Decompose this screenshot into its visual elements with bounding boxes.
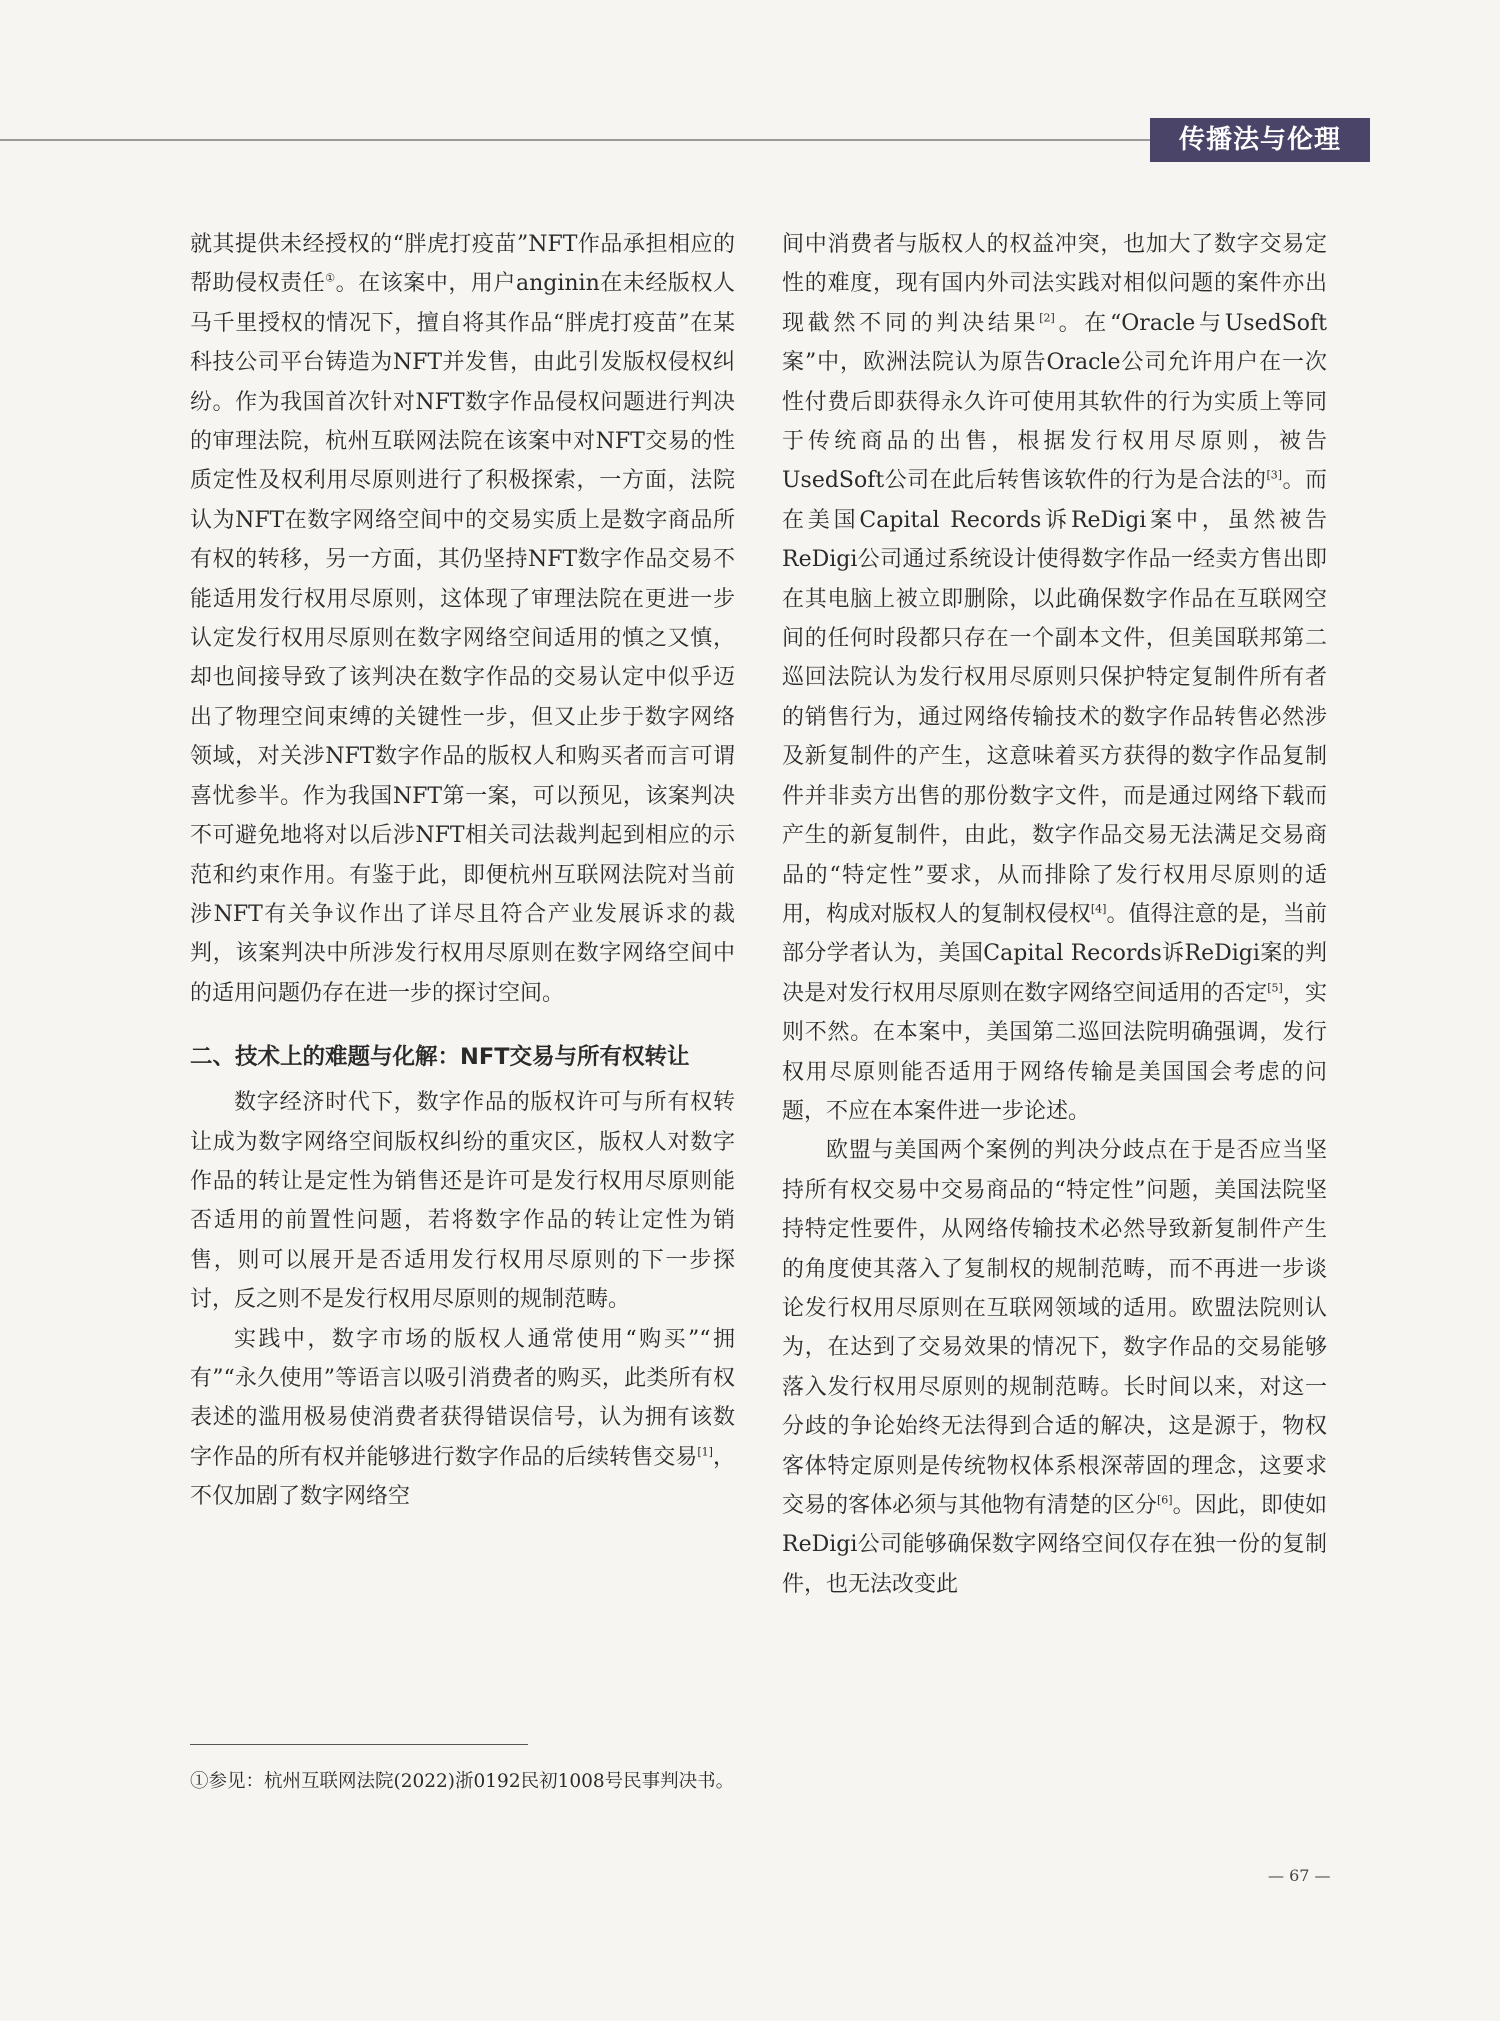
text-run: 。在“Oracle与UsedSoft案”中，欧洲法院认为原告Oracle公司允许用户在一次性付费后即获得永久许可使用其软件的行为实质上等同于传统商品的出售，根据发行权用尽原则，被告UsedSoft公司在此后转售该软件的行为是合法的 <box>782 310 1327 494</box>
footnote: ①参见：杭州互联网法院(2022)浙0192民初1008号民事判决书。 <box>190 1771 735 1792</box>
reference-marker: [4] <box>1090 902 1107 916</box>
section-tag: 传播法与伦理 <box>1150 118 1370 162</box>
right-paragraph-2 <box>782 1131 1327 1604</box>
section-heading: 二、技术上的难题与化解：NFT交易与所有权转让 <box>190 1044 690 1071</box>
text-run: ，实则不然。在本案中，美国第二巡回法院明确强调，发行权用尽原则能否适用于网络传输是美国国会考虑的问题，不应在本案件进一步论述。 <box>782 980 1327 1124</box>
left-paragraph-3 <box>190 1320 735 1517</box>
footnote-marker: ① <box>325 272 336 286</box>
text-run: 。在该案中，用户anginin在未经版权人马千里授权的情况下，擅自将其作品“胖虎打疫苗”在某科技公司平台铸造为NFT并发售，由此引发版权侵权纠纷。作为我国首次针对NFT数字作品侵权问题进行判决的审理法院，杭州互联网法院在该案中对NFT交易的性质定性及权利用尽原则进行了积极探索，一方面，法院认为NFT在数字网络空间中的交易实质上是数字商品所有权的转移，另一方面，其仍坚持NFT数字作品交易不能适用发行权用尽原则，这体现了审理法院在更进一步认定发行权用尽原则在数字网络空间适用的慎之又慎，却也间接导致了该判决在数字作品的交易认定中似乎迈出了物理空间束缚的关键性一步，但又止步于数字网络领域，对关涉NFT数字作品的版权人和购买者而言可谓喜忧参半。作为我国NFT第一案，可以预见，该案判决不可避免地将对以后涉NFT相关司法裁判起到相应的示范和约束作用。有鉴于此，即便杭州互联网法院对当前涉NFT有关争议作出了详尽且符合产业发展诉求的裁判，该案判决中所涉发行权用尽原则在数字网络空间中的适用问题仍存在进一步的探讨空间。 <box>190 271 735 1006</box>
page-number: — 67 — <box>1268 1866 1331 1885</box>
text-run: 欧盟与美国两个案例的判决分歧点在于是否应当坚持所有权交易中交易商品的“特定性”问题，美国法院坚持特定性要件，从网络传输技术必然导致新复制件产生的角度使其落入了复制权的规制范畴，而不再进一步谈论发行权用尽原则在互联网领域的适用。欧盟法院则认为，在达到了交易效果的情况下，数字作品的交易能够落入发行权用尽原则的规制范畴。长时间以来，对这一分歧的争论始终无法得到合适的解决，这是源于，物权客体特定原则是传统物权体系根深蒂固的理念，这要求交易的客体必须与其他物有清楚的区分 <box>782 1138 1327 1518</box>
left-column <box>190 225 735 1517</box>
text-run: 。值得注意的是，当前部分学者认为，美国Capital Records诉ReDigi案的判决是对发行权用尽原则在数字网络空间适用的否定 <box>782 901 1327 1006</box>
text-run: ，不仅加剧了数字网络空 <box>190 1444 735 1510</box>
text-run: 。而在美国Capital Records诉ReDigi案中，虽然被告ReDigi公司通过系统设计使得数字作品一经卖方售出即在其电脑上被立即删除，以此确保数字作品在互联网空间的任何时段都只存在一个副本文件，但美国联邦第二巡回法院认为发行权用尽原则只保护特定复制件所有者的销售行为，通过网络传输技术的数字作品转售必然涉及新复制件的产生，这意味着买方获得的数字作品复制件并非卖方出售的那份数字文件，而是通过网络下载而产生的新复制件，由此，数字作品交易无法满足交易商品的“特定性”要求，从而排除了发行权用尽原则的适用，构成对版权人的复制权侵权 <box>782 468 1327 927</box>
footnote-rule <box>190 1744 528 1745</box>
text-run: 就其提供未经授权的“胖虎打疫苗”NFT作品承担相应的帮助侵权责任 <box>190 232 735 297</box>
reference-marker: [5] <box>1267 981 1283 995</box>
text-run: 间中消费者与版权人的权益冲突，也加大了数字交易定性的难度，现有国内外司法实践对相似问题的案件亦出现截然不同的判决结果 <box>782 232 1327 336</box>
right-column <box>782 225 1327 1604</box>
right-paragraph-1 <box>782 225 1327 1131</box>
reference-marker: [6] <box>1156 1493 1173 1507</box>
header-rule <box>0 139 1150 141</box>
text-run: 实践中，数字市场的版权人通常使用“购买”“拥有”“永久使用”等语言以吸引消费者的购买，此类所有权表述的滥用极易使消费者获得错误信号，认为拥有该数字作品的所有权并能够进行数字作品的后续转售交易 <box>190 1326 735 1470</box>
reference-marker: [2] <box>1039 311 1055 325</box>
left-paragraph-2: 数字经济时代下，数字作品的版权许可与所有权转让成为数字网络空间版权纠纷的重灾区，版权人对数字作品的转让是定性为销售还是许可是发行权用尽原则能否适用的前置性问题，若将数字作品的转让定性为销售，则可以展开是否适用发行权用尽原则的下一步探讨，反之则不是发行权用尽原则的规制范畴。 <box>190 1090 735 1313</box>
left-paragraph-1 <box>190 225 735 1013</box>
reference-marker: [1] <box>697 1445 713 1459</box>
text-run: 。因此，即使如ReDigi公司能够确保数字网络空间仅存在独一份的复制件，也无法改变此 <box>782 1493 1327 1597</box>
reference-marker: [3] <box>1266 469 1283 483</box>
